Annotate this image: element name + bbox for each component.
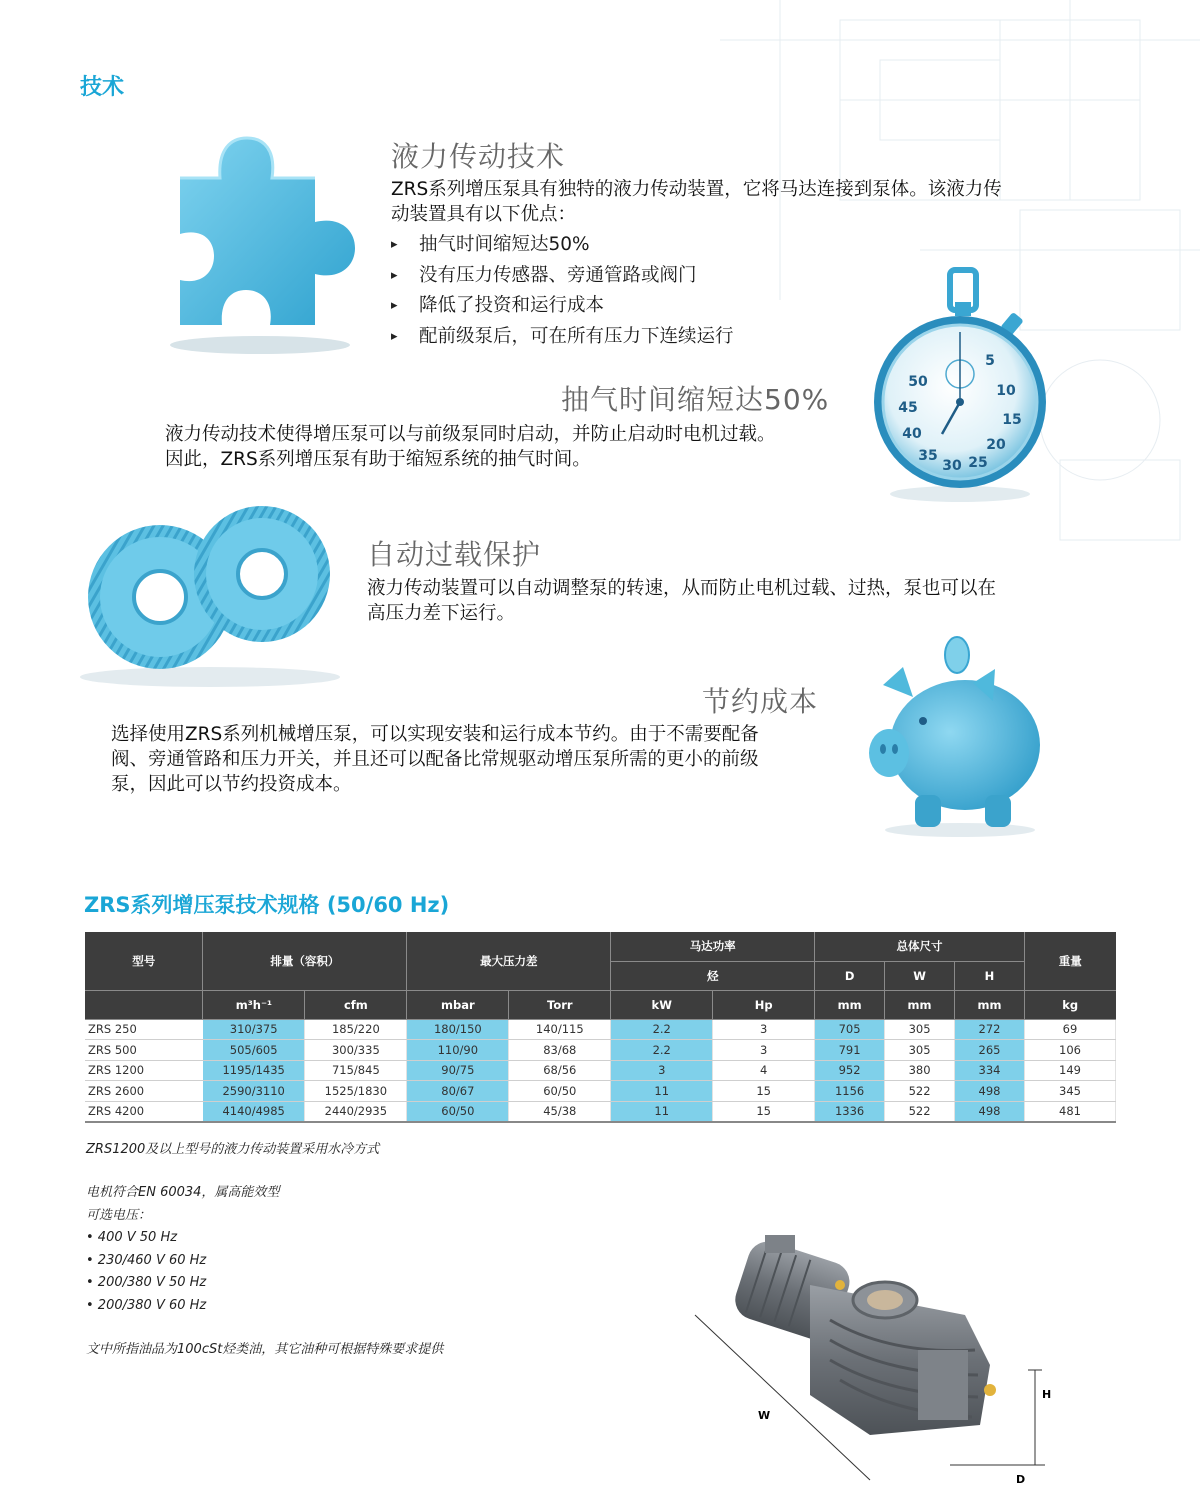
motor-notes [86, 1182, 279, 1317]
gears-illustration [70, 492, 345, 692]
spec-table [85, 932, 1116, 1123]
table-cell: 11 [611, 1101, 713, 1122]
pumpdown-line-2: 因此，ZRS系列增压泵有助于缩短系统的抽气时间。 [165, 449, 591, 470]
overload-line-1: 液力传动装置可以自动调整泵的转速，从而防止电机过载、过热，泵也可以在 [367, 578, 997, 599]
table-cell: 60/50 [509, 1081, 611, 1102]
table-cell: 4 [713, 1060, 815, 1081]
table-cell: 272 [955, 1019, 1025, 1040]
table-cell: 1525/1830 [305, 1081, 407, 1102]
table-cell: 310/375 [203, 1019, 305, 1040]
motor-note: 电机符合EN 60034，属高能效型 [86, 1185, 280, 1200]
list-item: ▸ 配前级泵后，可在所有压力下连续运行 [391, 322, 734, 353]
header-w: W [885, 961, 955, 990]
dimension-label-w: W [758, 1409, 771, 1422]
table-cell: 110/90 [407, 1040, 509, 1061]
table-cell: 265 [955, 1040, 1025, 1061]
list-item: • 200/380 V 50 Hz [86, 1275, 207, 1290]
table-cell: 2.2 [611, 1040, 713, 1061]
table-cell: 185/220 [305, 1019, 407, 1040]
header-motor-sub: 烃 [611, 961, 815, 990]
table-cell: 334 [955, 1060, 1025, 1081]
stopwatch-number: 30 [942, 458, 962, 474]
table-cell: 300/335 [305, 1040, 407, 1061]
stopwatch-number: 45 [898, 400, 918, 416]
list-item: ▸ 降低了投资和运行成本 [391, 291, 734, 322]
header-unit: mm [955, 990, 1025, 1019]
stopwatch-number: 40 [902, 426, 922, 442]
header-unit: cfm [305, 990, 407, 1019]
table-cell: 498 [955, 1101, 1025, 1122]
header-unit: mbar [407, 990, 509, 1019]
dimension-label-h: H [1042, 1388, 1052, 1401]
stopwatch-number: 50 [908, 374, 928, 390]
stopwatch-illustration [860, 262, 1060, 507]
cost-line-1: 选择使用ZRS系列机械增压泵，可以实现安装和运行成本节约。由于不需要配备 [111, 724, 759, 745]
header-model: 型号 [85, 932, 203, 990]
header-displacement: 排量（容积） [203, 932, 407, 990]
table-cell-model: ZRS 250 [85, 1019, 203, 1040]
table-cell: 1156 [815, 1081, 885, 1102]
table-cell: 45/38 [509, 1101, 611, 1122]
voltage-label: 可选电压： [86, 1207, 152, 1223]
table-cell: 481 [1024, 1101, 1115, 1122]
table-cell: 80/67 [407, 1081, 509, 1102]
list-item: ▸ 没有压力传感器、旁通管路或阀门 [391, 261, 734, 292]
table-cell: 3 [713, 1019, 815, 1040]
table-cell: 11 [611, 1081, 713, 1102]
table-cell: 1195/1435 [203, 1060, 305, 1081]
header-dimensions: 总体尺寸 [815, 932, 1025, 961]
table-cell: 15 [713, 1101, 815, 1122]
table-cell: 305 [885, 1019, 955, 1040]
header-motor-power: 马达功率 [611, 932, 815, 961]
table-row [85, 1060, 1116, 1081]
table-cell: 305 [885, 1040, 955, 1061]
table-row [85, 1081, 1116, 1102]
header-unit: mm [885, 990, 955, 1019]
header-unit: kW [611, 990, 713, 1019]
puzzle-piece-illustration [150, 130, 365, 360]
table-cell-model: ZRS 1200 [85, 1060, 203, 1081]
stopwatch-number: 15 [1002, 412, 1022, 428]
cost-line-3: 泵，因此可以节约投资成本。 [111, 774, 352, 795]
table-cell: 952 [815, 1060, 885, 1081]
stopwatch-number: 20 [986, 437, 1006, 453]
table-cell: 68/56 [509, 1060, 611, 1081]
table-cell: 498 [955, 1081, 1025, 1102]
table-cell: 3 [713, 1040, 815, 1061]
stopwatch-number: 10 [996, 383, 1016, 399]
oil-note: 文中所指油品为100cSt烃类油，其它油种可根据特殊要求提供 [86, 1342, 444, 1357]
table-cell: 90/75 [407, 1060, 509, 1081]
table-row [85, 1101, 1116, 1122]
overload-line-2: 高压力差下运行。 [367, 603, 516, 624]
pumpdown-title: 抽气时间缩短达50% [561, 383, 830, 416]
overload-text [367, 576, 1067, 626]
piggy-bank-illustration [855, 625, 1045, 840]
table-cell: 180/150 [407, 1019, 509, 1040]
stopwatch-number: 5 [985, 353, 995, 369]
table-cell: 705 [815, 1019, 885, 1040]
spec-title: ZRS系列增压泵技术规格 (50/60 Hz) [84, 893, 450, 917]
cost-text [111, 722, 831, 797]
table-cell-model: ZRS 4200 [85, 1101, 203, 1122]
header-unit-blank [85, 990, 203, 1019]
table-cell: 69 [1024, 1019, 1115, 1040]
table-cell: 2440/2935 [305, 1101, 407, 1122]
list-item: • 400 V 50 Hz [86, 1230, 178, 1245]
header-h: H [955, 961, 1025, 990]
list-item: • 200/380 V 60 Hz [86, 1297, 207, 1313]
list-item: • 230/460 V 60 Hz [86, 1252, 207, 1268]
header-unit: Torr [509, 990, 611, 1019]
header-unit: m³h⁻¹ [203, 990, 305, 1019]
table-cell: 106 [1024, 1040, 1115, 1061]
table-cell: 1336 [815, 1101, 885, 1122]
header-weight: 重量 [1024, 932, 1115, 990]
table-cell: 715/845 [305, 1060, 407, 1081]
table-cell: 149 [1024, 1060, 1115, 1081]
dimension-label-d: D [1016, 1473, 1026, 1486]
header-unit: kg [1024, 990, 1115, 1019]
table-cell-model: ZRS 2600 [85, 1081, 203, 1102]
table-cell: 791 [815, 1040, 885, 1061]
header-unit: mm [815, 990, 885, 1019]
table-cell: 522 [885, 1081, 955, 1102]
table-cell: 3 [611, 1060, 713, 1081]
hydraulic-intro-line-2: 动装置具有以下优点： [391, 204, 577, 225]
header-d: D [815, 961, 885, 990]
table-cell: 140/115 [509, 1019, 611, 1040]
overload-title: 自动过载保护 [367, 538, 542, 571]
table-cell: 2.2 [611, 1019, 713, 1040]
list-item: ▸ 抽气时间缩短达50% [391, 230, 734, 261]
table-cell: 522 [885, 1101, 955, 1122]
cost-title: 节约成本 [702, 685, 819, 718]
table-cell: 60/50 [407, 1101, 509, 1122]
pump-illustration [690, 1225, 1070, 1486]
table-cell: 15 [713, 1081, 815, 1102]
table-row [85, 1040, 1116, 1061]
section-title: 技术 [80, 75, 125, 100]
hydraulic-benefits-list [391, 230, 734, 352]
hydraulic-intro-line-1: ZRS系列增压泵具有独特的液力传动装置，它将马达连接到泵体。该液力传 [391, 179, 1002, 200]
table-cell: 4140/4985 [203, 1101, 305, 1122]
cost-line-2: 阀、旁通管路和压力开关，并且还可以配备比常规驱动增压泵所需的更小的前级 [111, 749, 759, 770]
table-cell-model: ZRS 500 [85, 1040, 203, 1061]
hydraulic-intro [391, 177, 1071, 227]
table-cell: 345 [1024, 1081, 1115, 1102]
stopwatch-number: 25 [968, 455, 988, 471]
table-cell: 505/605 [203, 1040, 305, 1061]
header-max-pressure: 最大压力差 [407, 932, 611, 990]
pumpdown-line-1: 液力传动技术使得增压泵可以与前级泵同时启动，并防止启动时电机过载。 [165, 424, 776, 445]
pumpdown-text [165, 422, 855, 472]
cooling-note: ZRS1200及以上型号的液力传动装置采用水冷方式 [86, 1142, 380, 1157]
table-row [85, 1019, 1116, 1040]
hydraulic-title: 液力传动技术 [391, 140, 566, 173]
table-cell: 2590/3110 [203, 1081, 305, 1102]
stopwatch-number: 35 [918, 448, 938, 464]
header-unit: Hp [713, 990, 815, 1019]
table-cell: 83/68 [509, 1040, 611, 1061]
table-cell: 380 [885, 1060, 955, 1081]
